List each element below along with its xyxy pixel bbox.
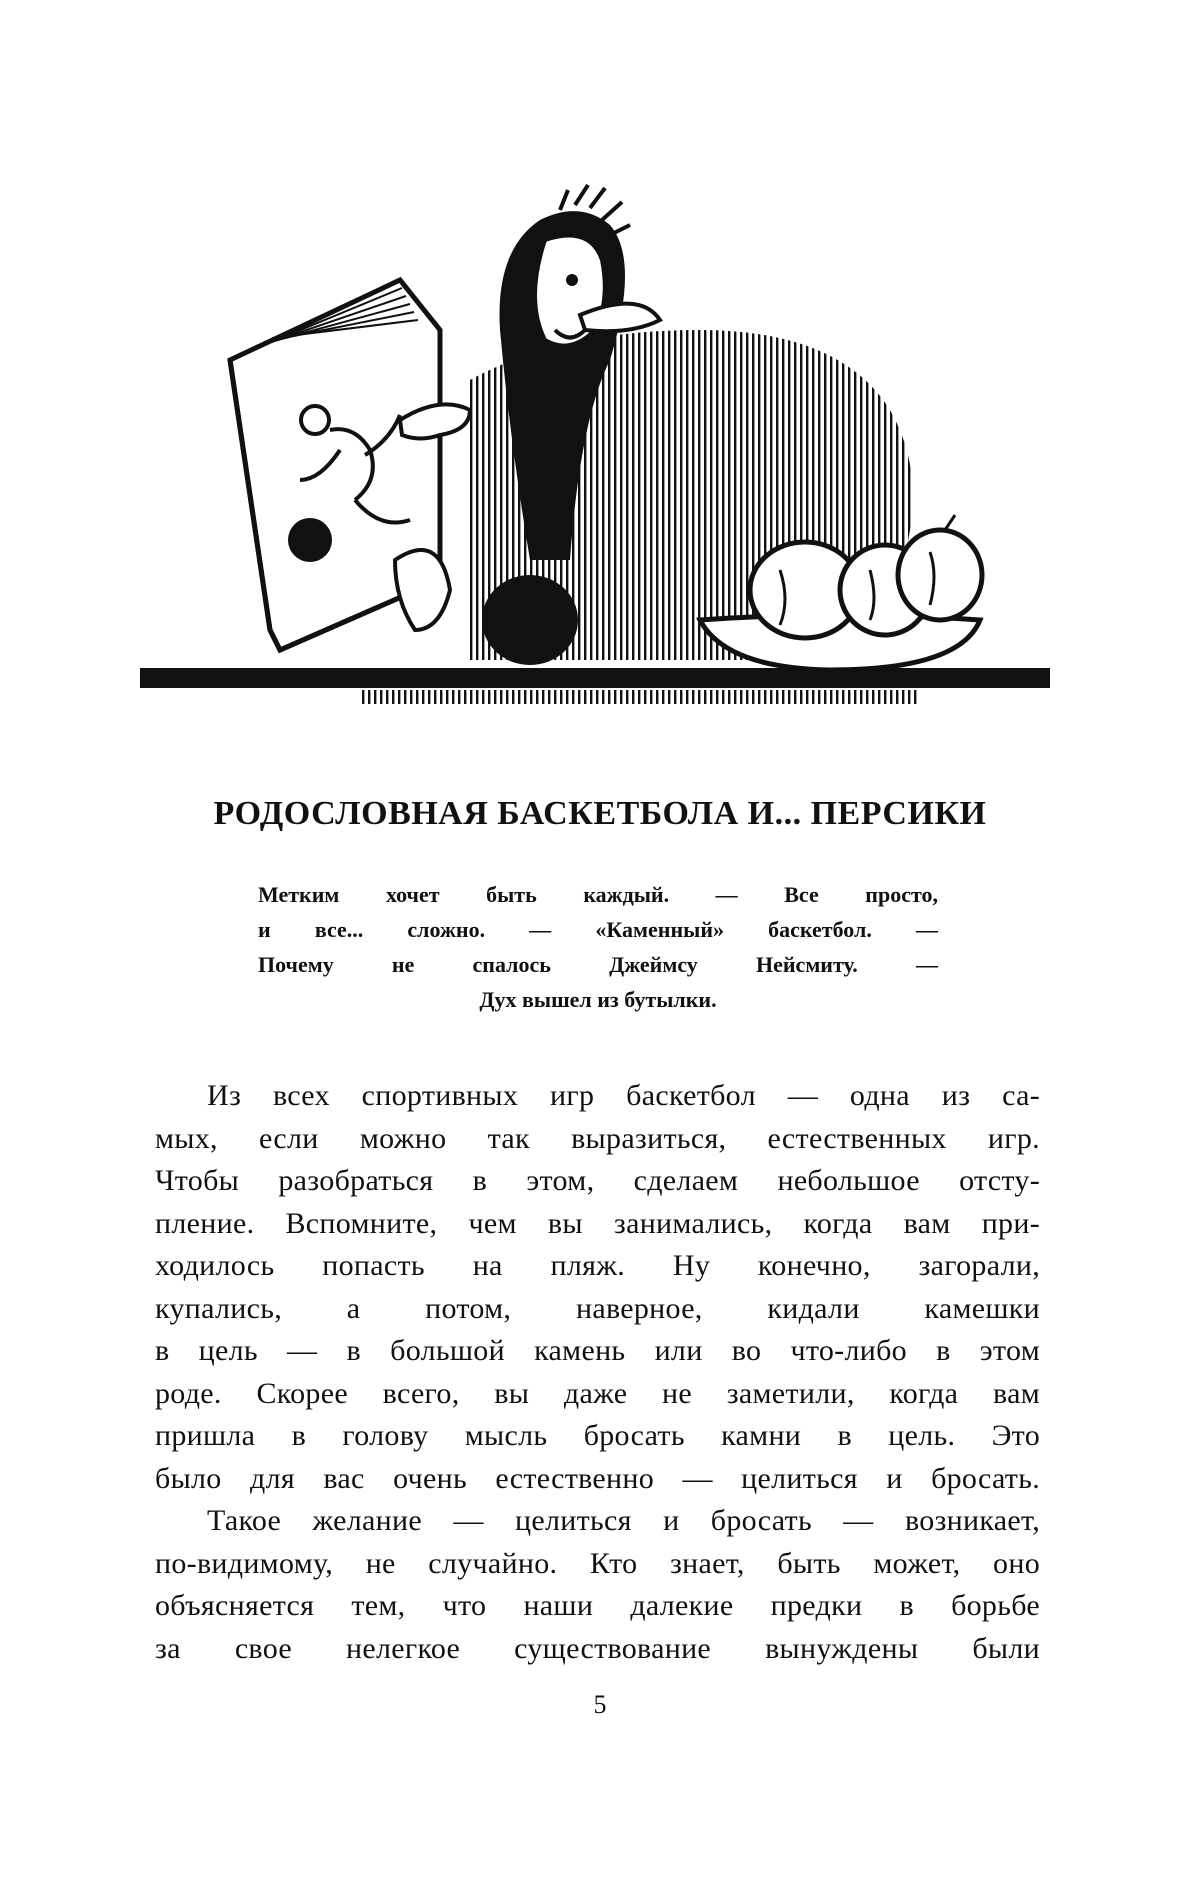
text-line: по-видимому, не случайно. Кто знает, быть может, оно	[155, 1546, 1040, 1580]
text-line: Такое желание — целиться и бросать — возникает,	[207, 1504, 1040, 1537]
synopsis-line: Метким хочет быть каждый. — Все просто,	[258, 882, 938, 907]
page-number: 5	[593, 1690, 607, 1719]
chapter-synopsis	[258, 877, 938, 1017]
text-line: в цель — в большой камень или во что-либо в этом	[155, 1334, 1040, 1367]
paragraph	[155, 1075, 1040, 1500]
body-text	[155, 1075, 1040, 1670]
text-line: за свое нелегкое существование вынуждены были	[155, 1631, 1040, 1665]
text-line: ходилось попасть на пляж. Ну конечно, загорали,	[155, 1249, 1040, 1282]
text-line: объясняется тем, что наши далекие предки в борьбе	[155, 1589, 1040, 1622]
synopsis-line: Дух вышел из бутылки.	[479, 987, 717, 1012]
text-line: Чтобы разобраться в этом, сделаем небольшое отсту-	[155, 1164, 1040, 1197]
chapter-title: РОДОСЛОВНАЯ БАСКЕТБОЛА И... ПЕРСИКИ	[213, 795, 987, 832]
character-reading-book-with-peaches-icon	[140, 180, 1060, 740]
text-line: пришла в голову мысль бросать камни в цель. Это	[155, 1419, 1040, 1452]
chapter-illustration	[140, 180, 1060, 740]
text-line: купались, а потом, наверное, кидали камешки	[155, 1291, 1040, 1325]
paragraph	[155, 1500, 1040, 1670]
text-line: Из всех спортивных игр баскетбол — одна из са-	[207, 1079, 1040, 1112]
text-line: мых, если можно так выразиться, естественных игр.	[155, 1121, 1040, 1155]
synopsis-line: Почему не спалось Джеймсу Нейсмиту. —	[258, 952, 938, 977]
text-line: пление. Вспомните, чем вы занимались, когда вам при-	[155, 1206, 1040, 1240]
synopsis-line: и все... сложно. — «Каменный» баскетбол. —	[258, 917, 938, 942]
text-line: роде. Скорее всего, вы даже не заметили, когда вам	[155, 1376, 1040, 1410]
text-line: было для вас очень естественно — целиться и бросать.	[155, 1461, 1040, 1495]
